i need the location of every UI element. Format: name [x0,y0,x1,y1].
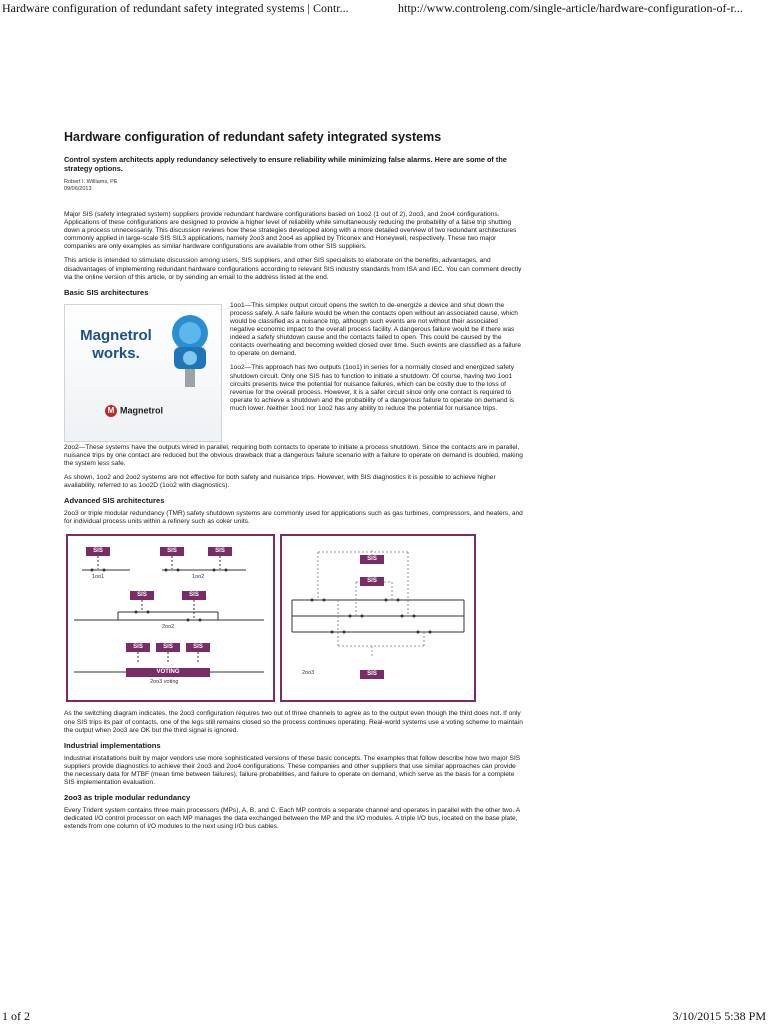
level-transmitter-icon [160,311,218,389]
intro-paragraph-1: Major SIS (safety integrated system) suppliers provide redundant hardware configurations based on 1oo2 (1 out of 2), 2oo3, and 2oo4 configurations. Applications of these configurations are designed to provide a higher level of reliability while simultaneously reducing the probability of a false trip shutting down a process unnecessarily. This discussion reviews how these strategies developed along with a more detailed overview of two redundant architectures commonly applied in large-scale SIS SIL3 applications, namely 2oo3 and 2oo4 as applied by Triconex and Honeywell, respectively. These two major companies are only examples as similar hardware configurations are available from other SIS suppliers. [64,211,517,251]
sis-box-tmr-top: SIS [360,555,384,564]
paragraph-switching: As the switching diagram indicates, the 2oo3 configuration requires two out of three channels to agree as to the output even though the third does not. If only one SIS trips its pair of contacts, one of the legs still remains closed so the process continues operating. Real-world systems use a voting scheme to maintain the output when 2oo3 are OK but the third signal is ignored. [64,710,523,734]
sis-box-tmr-bottom: SIS [360,670,384,679]
diagram-panel-basic [66,534,275,702]
paragraph-shown: As shown, 1oo2 and 2oo2 systems are not effective for both safety and nuisance trips. However, with SIS diagnostics it is possible to achieve higher availability, referred to as 1oo2D (1oo2 with diagnostics). [64,474,496,490]
sis-architecture-diagram [64,534,524,700]
intro-paragraph-2: This article is intended to stimulate discussion among users, SIS suppliers, and other SIS specialists to elaborate on the benefits, advantages, and disadvantages of implementing redundant hardware configurations according to relevant SIS industry standards from ISA and IEC. You can comment directly via the online version of this article, or by sending an email to the address listed at the end. [64,257,522,281]
article-deck: Control system architects apply redundancy selectively to ensure reliability while minimizing false alarms. Here are some of the strategy options. [64,155,507,173]
page-tab-title: Hardware configuration of redundant safety integrated systems | Contr... [2,1,349,15]
diagram-panel-2oo3 [280,534,476,702]
label-1oo1: 1oo1 [92,574,105,581]
label-1oo2: 1oo2 [192,574,205,581]
label-2oo2: 2oo2 [162,624,175,631]
print-footer [0,1009,768,1024]
sis-box-2oo2-a: SIS [130,591,154,600]
magnetrol-brand: Magnetrol [120,405,164,416]
paragraph-2oo2: 2oo2—These systems have the outputs wired in parallel, requiring both contacts to operate to initiate a process shutdown. Since the contacts are in parallel, nuisance trips by one contact are reduced but the obvious drawback that a dangerous failure scenario with a failure to operate on demand is doubled, making the system less safe. [64,443,523,467]
article-author[interactable]: Robert I. Williams, PE [64,179,118,185]
magnetrol-logo [105,405,163,417]
magnetrol-logo-icon: M [105,405,117,417]
paragraph-trident: Every Trident system contains three main processors (MPs), A, B, and C. Each MP controls a separate channel and operates in parallel with the other two. A dedicated I/O control processor on each MP manages the data exchanged between the MP and the I/O modules. A triple I/O bus, located on the base plate, extends from one column of I/O modules to the next using I/O bus cables. [64,807,520,831]
label-2oo3: 2oo3 [302,670,315,677]
heading-basic-sis: Basic SIS architectures [64,287,149,297]
sis-box-1oo1: SIS [86,547,110,556]
heading-advanced-sis: Advanced SIS architectures [64,496,165,506]
sis-box-1oo2-b: SIS [208,547,232,556]
paragraph-2oo3: 2oo3 or triple modular redundancy (TMR) safety shutdown systems are commonly used for applications such as gas turbines, compressors, and heaters, and for individual process units within a refinery such as coker units. [64,510,523,526]
page-indicator: 1 of 2 [2,1009,30,1023]
article-date: 09/06/2013 [64,186,92,192]
article [64,130,524,837]
ad-banner[interactable] [64,304,222,442]
sis-box-2oo3-b: SIS [156,643,180,652]
sis-box-2oo2-b: SIS [182,591,206,600]
paragraph-industrial: Industrial installations built by major vendors use more sophisticated versions of these basic concepts. The examples that follow describe how two major SIS suppliers provide diagnostics to achieve their 2oo3 and 2oo4 configurations. These companies and other suppliers that use similar approaches can provide the necessary data for MTBF (mean time between failures), failure probabilities, and failure to operate on demand, which serve as the basis for a complete SIS implementation evaluation. [64,754,521,786]
voting-box: VOTING [126,668,210,677]
print-header [0,0,768,18]
article-title: Hardware configuration of redundant safety integrated systems [64,130,442,144]
paragraph-1oo1: 1oo1—This simplex output circuit opens the switch to de-energize a device and shut down the process safely. A safe failure would be when the contacts open without an associated cause, which would be classified as a nuisance trip, although such events are not without their associated negative economic impact to the overall process facility. A dangerous failure would be if there was indeed a safety shutdown cause and the contacts failed to open. This could be caused by the contacts overheating and becoming welded closed over time. Such events are classified as a failure to operate on demand. [230,301,522,358]
magnetrol-ad[interactable] [64,304,222,442]
sis-box-2oo3-a: SIS [126,643,150,652]
label-2oo3-voting: 2oo3 voting [150,679,179,686]
sis-box-2oo3-c: SIS [186,643,210,652]
heading-industrial: Industrial implementations [64,740,161,750]
heading-tmr: 2oo3 as triple modular redundancy [64,793,191,803]
ad-headline: Magnetrol works. [80,326,152,362]
sis-box-1oo2-a: SIS [160,547,184,556]
page-url[interactable]: http://www.controleng.com/single-article/hardware-configuration-of-r... [398,1,743,15]
sis-box-tmr-mid: SIS [360,577,384,586]
print-timestamp: 3/10/2015 5:38 PM [672,1009,766,1023]
paragraph-1oo2: 1oo2—This approach has two outputs (1oo1) in series for a normally closed and energized safety shutdown circuit. Only one SIS has to function to initiate a shutdown. Of course, having two 1oo1 circuits presents twice the potential for nuisance failures, which can be costly due to the loss of revenue for the overall process. However, it is a safer circuit since only one contact is required to operate to achieve a shutdown and the probability of a dangerous failure to operate on demand is much lower. Neither 1oo1 nor 1oo2 has any ability to reduce the potential for nuisance trips. [230,364,515,412]
